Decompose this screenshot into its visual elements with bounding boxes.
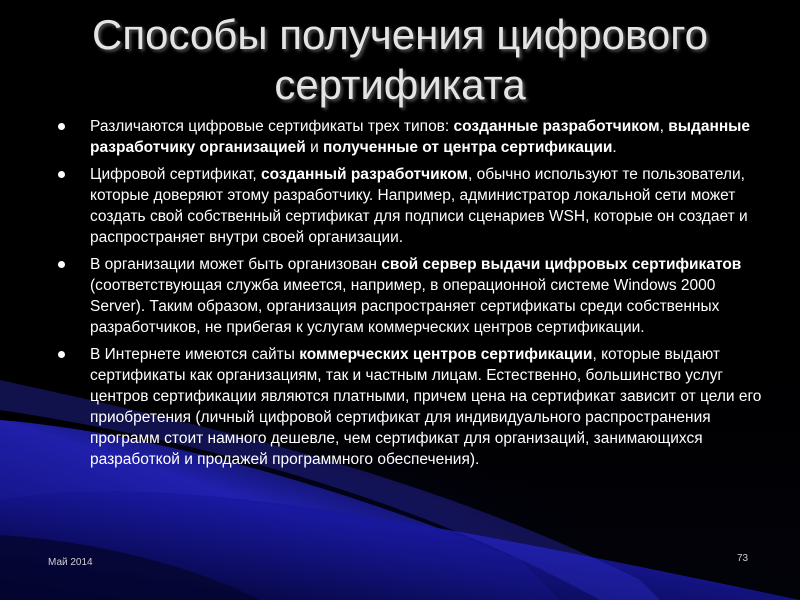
bullet-item	[52, 344, 767, 470]
bullet-text: В организации может быть организован	[90, 256, 382, 273]
bullet-dot-icon	[58, 261, 65, 268]
bullet-text: (соответствующая служба имеется, например, в операционной системе Windows 2000 Server). Таким образом, организация распространяет сертификаты среди собственных разработчиков, не прибегая к услугам коммерческих центров сертификации.	[90, 277, 720, 336]
footer-date: Май 2014	[48, 557, 93, 568]
bullet-text: , которые выдают сертификаты как организациям, так и частным лицам. Естественно, большинство услуг центров сертификации являются платными, причем цена на сертификат зависит от цели его приобретения (личный цифровой сертификат для индивидуального распространения программ стоит намного дешевле, чем сертификат для организаций, занимающихся разработкой и продажей программного обеспечения).	[90, 346, 762, 468]
bullet-dot-icon	[58, 123, 65, 130]
bullet-dot-icon	[58, 171, 65, 178]
bullet-text: , обычно используют те пользователи, которые доверяют этому разработчику. Например, администратор локальной сети может создать свой собственный сертификат для подписи сценариев WSH, которые он создает и распространяет внутри своей организации.	[90, 166, 748, 246]
bullet-text: и	[305, 139, 324, 156]
bullet-bold-text: свой сервер выдачи цифровых сертификатов	[381, 256, 742, 273]
bullet-item	[52, 116, 767, 158]
bullet-text: В Интернете имеются сайты	[90, 346, 300, 363]
slide-title: Способы получения цифрового сертификата	[92, 11, 708, 108]
bullet-item	[52, 254, 767, 338]
bullet-text: .	[612, 139, 617, 156]
bullet-bold-text: созданные разработчиком	[453, 118, 660, 135]
bullet-bold-text: выданные разработчику организацией	[90, 118, 751, 156]
bullet-bold-text: созданный разработчиком	[260, 166, 468, 183]
bullet-text: Различаются цифровые сертификаты трех типов:	[90, 118, 454, 135]
bullet-text: Цифровой сертификат,	[90, 166, 261, 183]
bullet-item	[52, 164, 767, 248]
bullet-text: ,	[659, 118, 669, 135]
bullet-bold-text: полученные от центра сертификации	[323, 139, 613, 156]
bullet-bold-text: коммерческих центров сертификации	[299, 346, 593, 363]
bullet-list	[52, 116, 767, 476]
bullet-dot-icon	[58, 351, 65, 358]
page-number: 73	[737, 553, 749, 564]
